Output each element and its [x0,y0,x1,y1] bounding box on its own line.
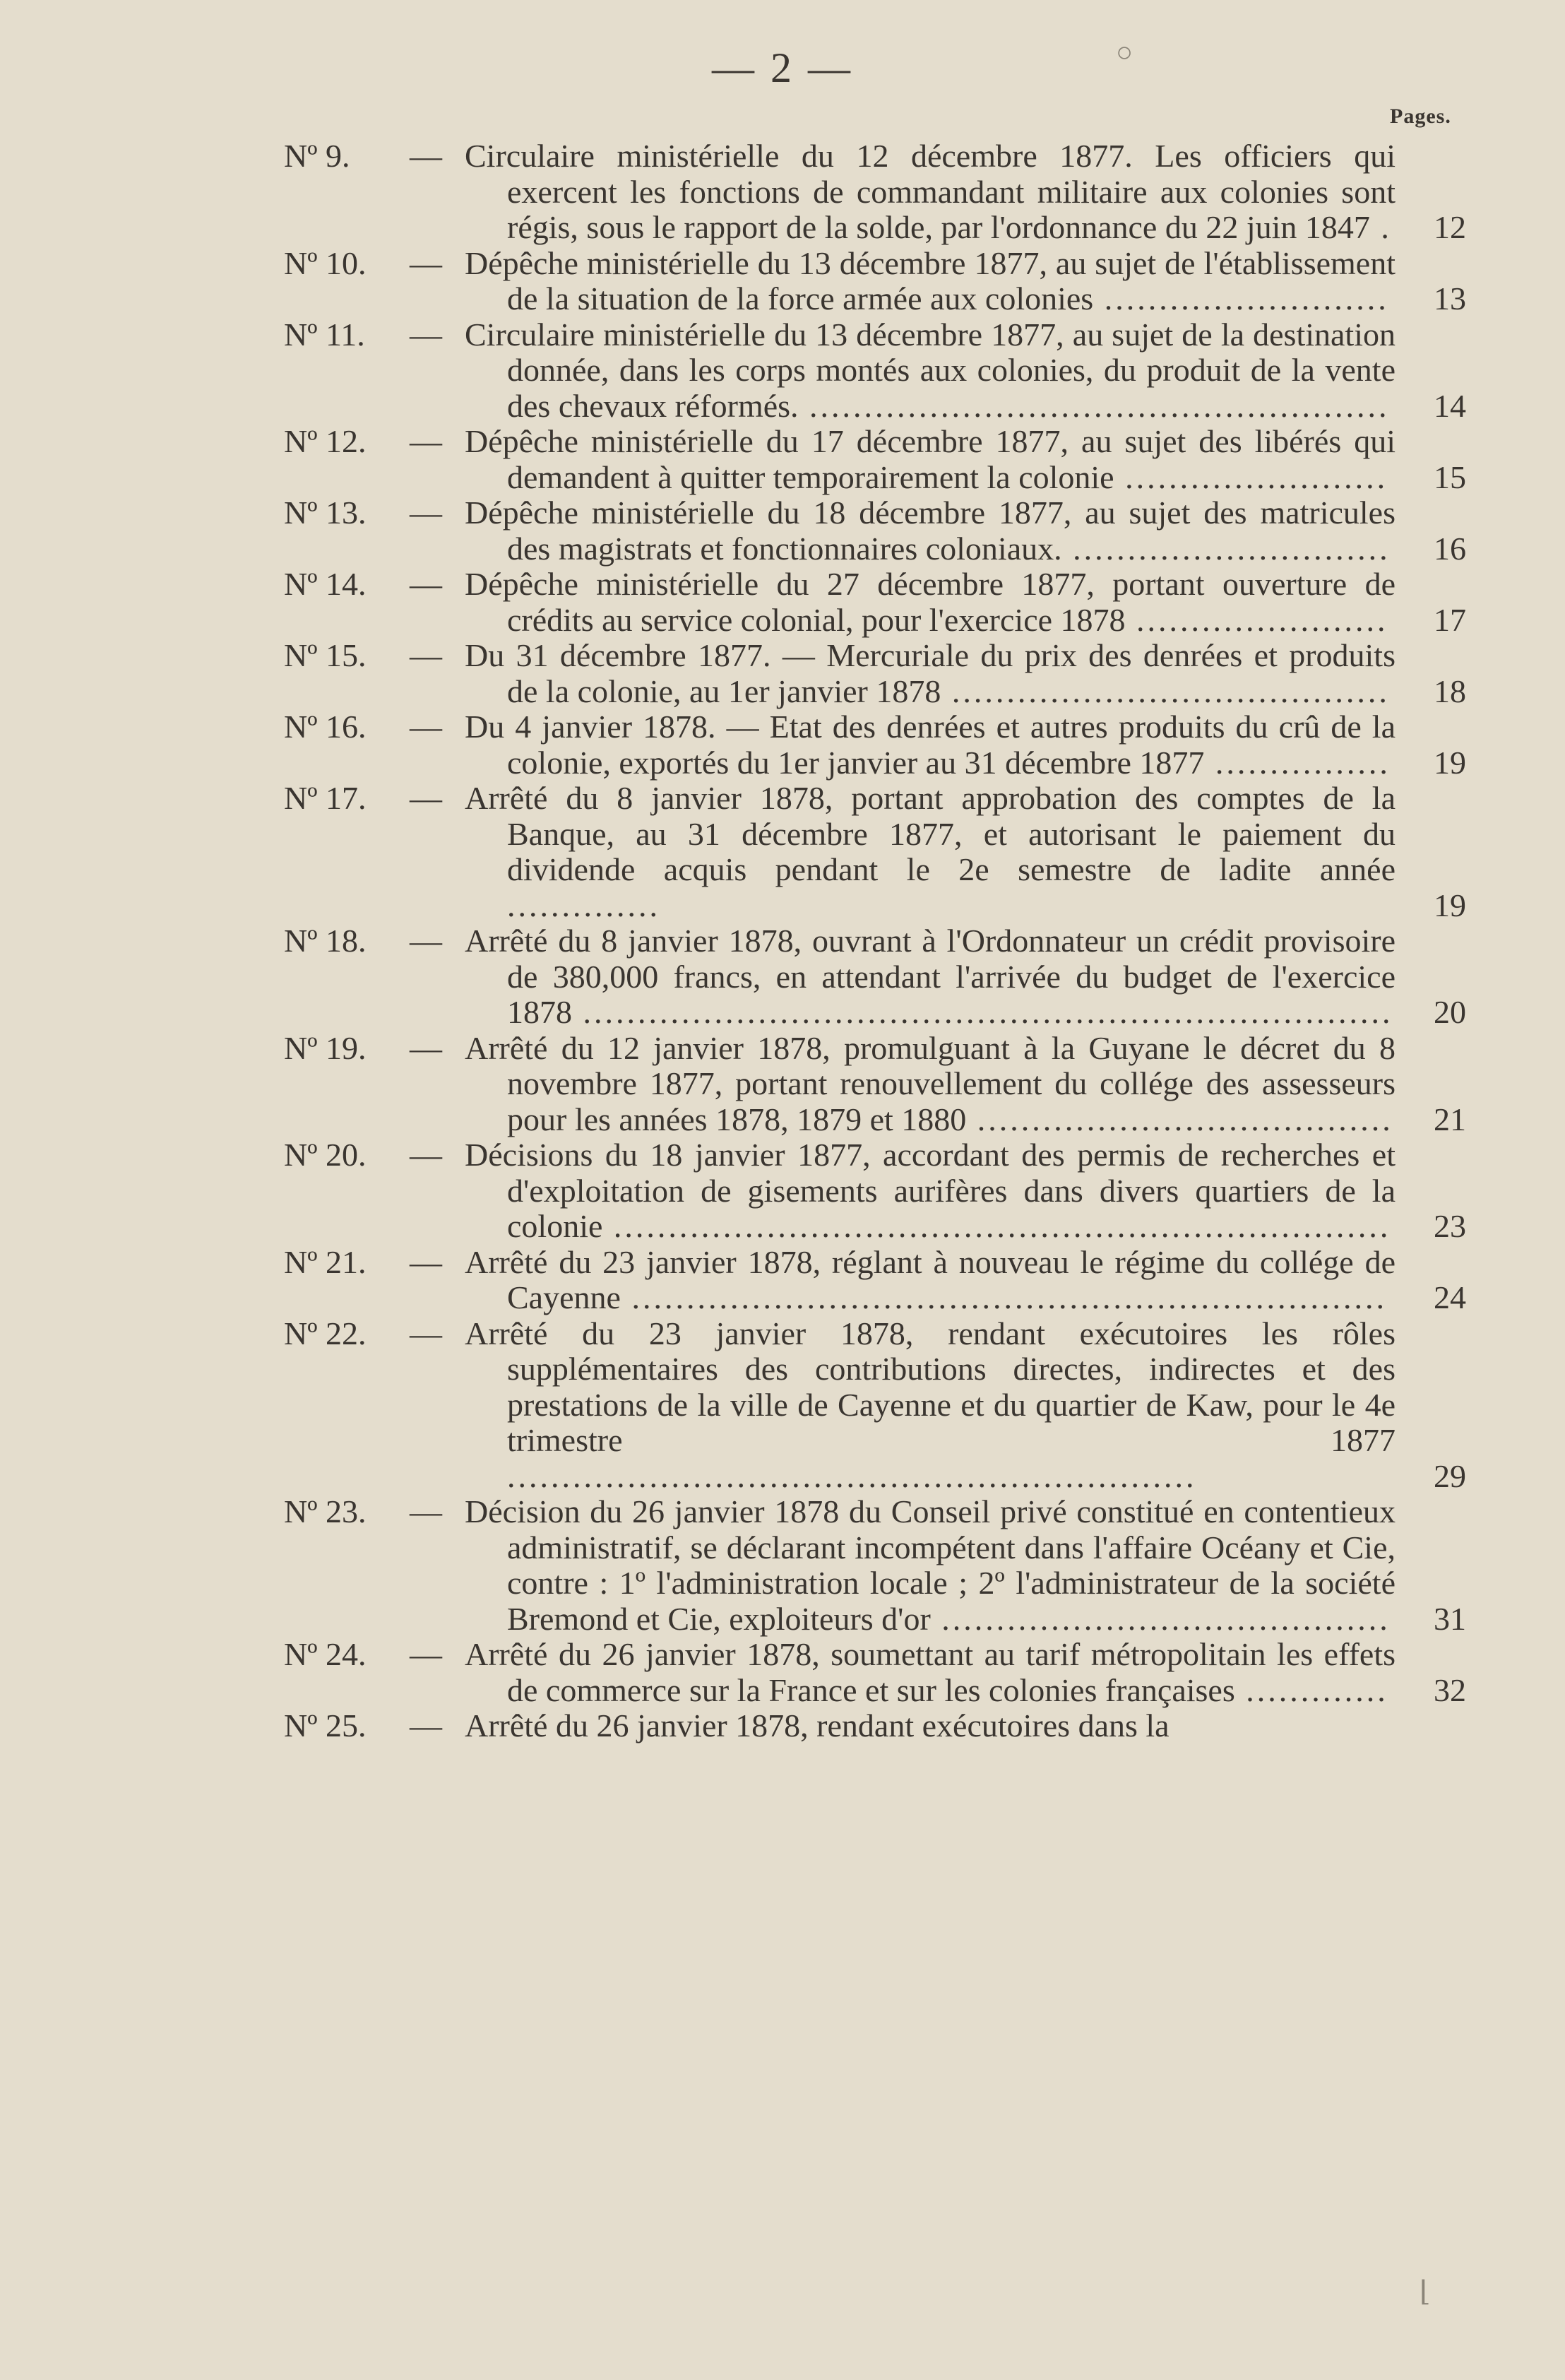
entry-title [465,138,1396,246]
entry-number: Nº 13. [284,495,367,531]
entry-title-text: Arrêté du 12 janvier 1878, promulguant à la Guyane le décret du 8 novembre 1877, portant renouvellement du collége des assesseurs pour les années 1878, 1879 et 1880 [465,1029,1396,1137]
entry-page-number: 31 [1434,1600,1466,1637]
toc-entry [0,1245,1565,1316]
entry-dash: — [410,637,442,673]
entry-title [465,709,1396,781]
entry-title [465,316,1396,425]
entry-title-text: Arrêté du 23 janvier 1878, réglant à nouveau le régime du collége de Cayenne [465,1243,1396,1315]
entry-dash: — [410,495,442,531]
entry-title [465,1243,1396,1316]
dot-leader: ............. [1234,1671,1388,1708]
entry-number: Nº 12. [284,423,367,459]
entry-dash: — [410,1137,442,1173]
dot-leader: ...................................... [966,1101,1393,1137]
entry-dash: — [410,1029,442,1066]
entry-number: Nº 19. [284,1029,367,1066]
entry-title-text: Circulaire ministérielle du 12 décembre 1877. Les officiers qui exercent les fonctions de commandant militaire aux colonies sont régis, sous le rapport de la solde, par l'ordonnance du 22 juin 1847 [465,138,1396,245]
entry-title [465,1707,1396,1744]
entry-dash: — [410,1243,442,1280]
entry-title-text: Décisions du 18 janvier 1877, accordant des permis de recherches et d'exploitation de gisements aurifères dans divers quartiers de la colonie [465,1137,1396,1244]
dot-leader: .............. [507,887,660,923]
entry-title-text: Dépêche ministérielle du 13 décembre 1877, au sujet de l'établissement de la situation de la force armée aux colonies [465,244,1396,316]
entry-page-number: 12 [1434,209,1466,245]
entry-number: Nº 21. [284,1243,367,1280]
entry-title [465,1029,1396,1138]
entry-number: Nº 16. [284,709,367,745]
entry-number: Nº 10. [284,244,367,281]
entry-dash: — [410,316,442,353]
toc-entry [0,709,1565,781]
entry-dash: — [410,780,442,816]
entry-dash: — [410,1707,442,1743]
entry-title [465,1315,1396,1495]
entry-title [465,637,1396,709]
entry-page-number: 14 [1434,387,1466,424]
toc-entry [0,1137,1565,1245]
entry-title [465,423,1396,495]
entry-page-number: 19 [1434,887,1466,923]
entry-page-number: 20 [1434,994,1466,1030]
entry-dash: — [410,1315,442,1351]
entry-number: Nº 24. [284,1636,367,1672]
entry-dash: — [410,244,442,281]
entry-dash: — [410,138,442,174]
entry-title-text: Arrêté du 8 janvier 1878, ouvrant à l'Ordonnateur un crédit provisoire de 380,000 francs, en attendant l'arrivée du budget de l'exercice 1878 [465,923,1396,1030]
entry-title-text: Dépêche ministérielle du 17 décembre 1877, au sujet des libérés qui demandent à quitter temporairement la colonie [465,423,1396,495]
toc-entry [0,424,1565,495]
entry-page-number: 32 [1434,1671,1466,1708]
toc-entry [0,638,1565,709]
entry-page-number: 16 [1434,530,1466,567]
entry-number: Nº 22. [284,1315,367,1351]
entry-number: Nº 14. [284,566,367,602]
entry-page-number: 24 [1434,1279,1466,1315]
toc-entry [0,138,1565,246]
paper-stain-mark: ⌊ [1420,2275,1431,2307]
toc-entry [0,246,1565,317]
pages-column-label: Pages. [1390,105,1451,128]
entry-page-number: 17 [1434,601,1466,638]
dot-leader: ....................................................................... [602,1208,1391,1244]
dot-leader: .......................................................................... [572,994,1393,1030]
entry-number: Nº 9. [284,138,350,174]
entry-dash: — [410,566,442,602]
page-number: — 2 — [712,45,853,91]
entry-page-number: 13 [1434,280,1466,316]
dot-leader: ......................................... [930,1600,1391,1637]
toc-entry [0,567,1565,638]
entry-number: Nº 23. [284,1493,367,1529]
entry-number: Nº 15. [284,637,367,673]
entry-title [465,1636,1396,1708]
toc-entry [0,1031,1565,1138]
dot-leader: ............................. [1061,530,1391,567]
entry-title [465,566,1396,638]
toc-entry [0,495,1565,567]
dot-leader: ....................... [1125,601,1388,638]
entry-title [465,780,1396,923]
entry-title-text: Arrêté du 8 janvier 1878, portant approbation des comptes de la Banque, au 31 décembre 1877, et autorisant le paiement du dividende acquis pendant le 2e semestre de ladite année [465,780,1396,887]
entry-number: Nº 25. [284,1707,367,1743]
entry-title-text: Arrêté du 23 janvier 1878, rendant exécutoires les rôles supplémentaires des contributions directes, indirectes et des prestations de la ville de Cayenne et du quartier de Kaw, pour le 4e trimestre 1877 [465,1315,1396,1458]
dot-leader: ..................................................... [798,387,1390,424]
entry-number: Nº 18. [284,923,367,959]
entry-dash: — [410,709,442,745]
dot-leader: ........................ [1114,458,1388,495]
toc-entry [0,923,1565,1031]
entry-page-number: 29 [1434,1457,1466,1494]
entry-page-number: 23 [1434,1208,1466,1244]
dot-leader: . [1369,209,1392,245]
entry-number: Nº 17. [284,780,367,816]
dot-leader: ............................................................... [507,1457,1197,1494]
entry-page-number: 18 [1434,673,1466,709]
paper-stain-mark: ○ [1116,36,1133,68]
entry-title-text: Arrêté du 26 janvier 1878, soumettant au tarif métropolitain les effets de commerce sur la France et sur les colonies françaises [465,1636,1396,1708]
entry-dash: — [410,1493,442,1529]
entry-number: Nº 11. [284,316,365,353]
entry-title-text: Dépêche ministérielle du 27 décembre 1877, portant ouverture de crédits au service colonial, pour l'exercice 1878 [465,566,1396,638]
entry-title-text: Décision du 26 janvier 1878 du Conseil privé constitué en contentieux administratif, se déclarant incompétent dans l'affaire Océany et Cie, contre : 1º l'administration locale ; 2º l'administrateur de la société Bremond et Cie, exploiteurs d'or [465,1493,1396,1637]
entry-page-number: 19 [1434,744,1466,781]
entry-title-text: Circulaire ministérielle du 13 décembre 1877, au sujet de la destination donnée, dans les corps montés aux colonies, du produit de la vente des chevaux réformés. [465,316,1396,424]
toc-entry [0,1637,1565,1708]
dot-leader: ................ [1204,744,1391,781]
entry-title [465,1493,1396,1637]
entry-title-text: Arrêté du 26 janvier 1878, rendant exécutoires dans la [465,1707,1170,1743]
entry-title [465,244,1396,317]
dot-leader: ..................................................................... [620,1279,1387,1315]
table-of-contents [0,138,1565,1744]
entry-title [465,495,1396,567]
toc-entry [0,1708,1565,1744]
entry-title-text: Du 31 décembre 1877. — Mercuriale du prix des denrées et produits de la colonie, au 1er janvier 1878 [465,637,1396,709]
entry-title-text: Dépêche ministérielle du 18 décembre 1877, au sujet des matricules des magistrats et fonctionnaires coloniaux. [465,495,1396,567]
toc-entry [0,317,1565,425]
entry-page-number: 21 [1434,1101,1466,1137]
dot-leader: ........................................ [941,673,1390,709]
entry-title [465,1137,1396,1245]
entry-title [465,923,1396,1031]
toc-entry [0,1316,1565,1495]
entry-dash: — [410,1636,442,1672]
entry-number: Nº 20. [284,1137,367,1173]
toc-entry [0,1494,1565,1637]
entry-dash: — [410,423,442,459]
entry-page-number: 15 [1434,458,1466,495]
entry-dash: — [410,923,442,959]
dot-leader: .......................... [1093,280,1389,316]
toc-entry [0,781,1565,923]
entry-title-text: Du 4 janvier 1878. — Etat des denrées et autres produits du crû de la colonie, exportés du 1er janvier au 31 décembre 1877 [465,709,1396,781]
